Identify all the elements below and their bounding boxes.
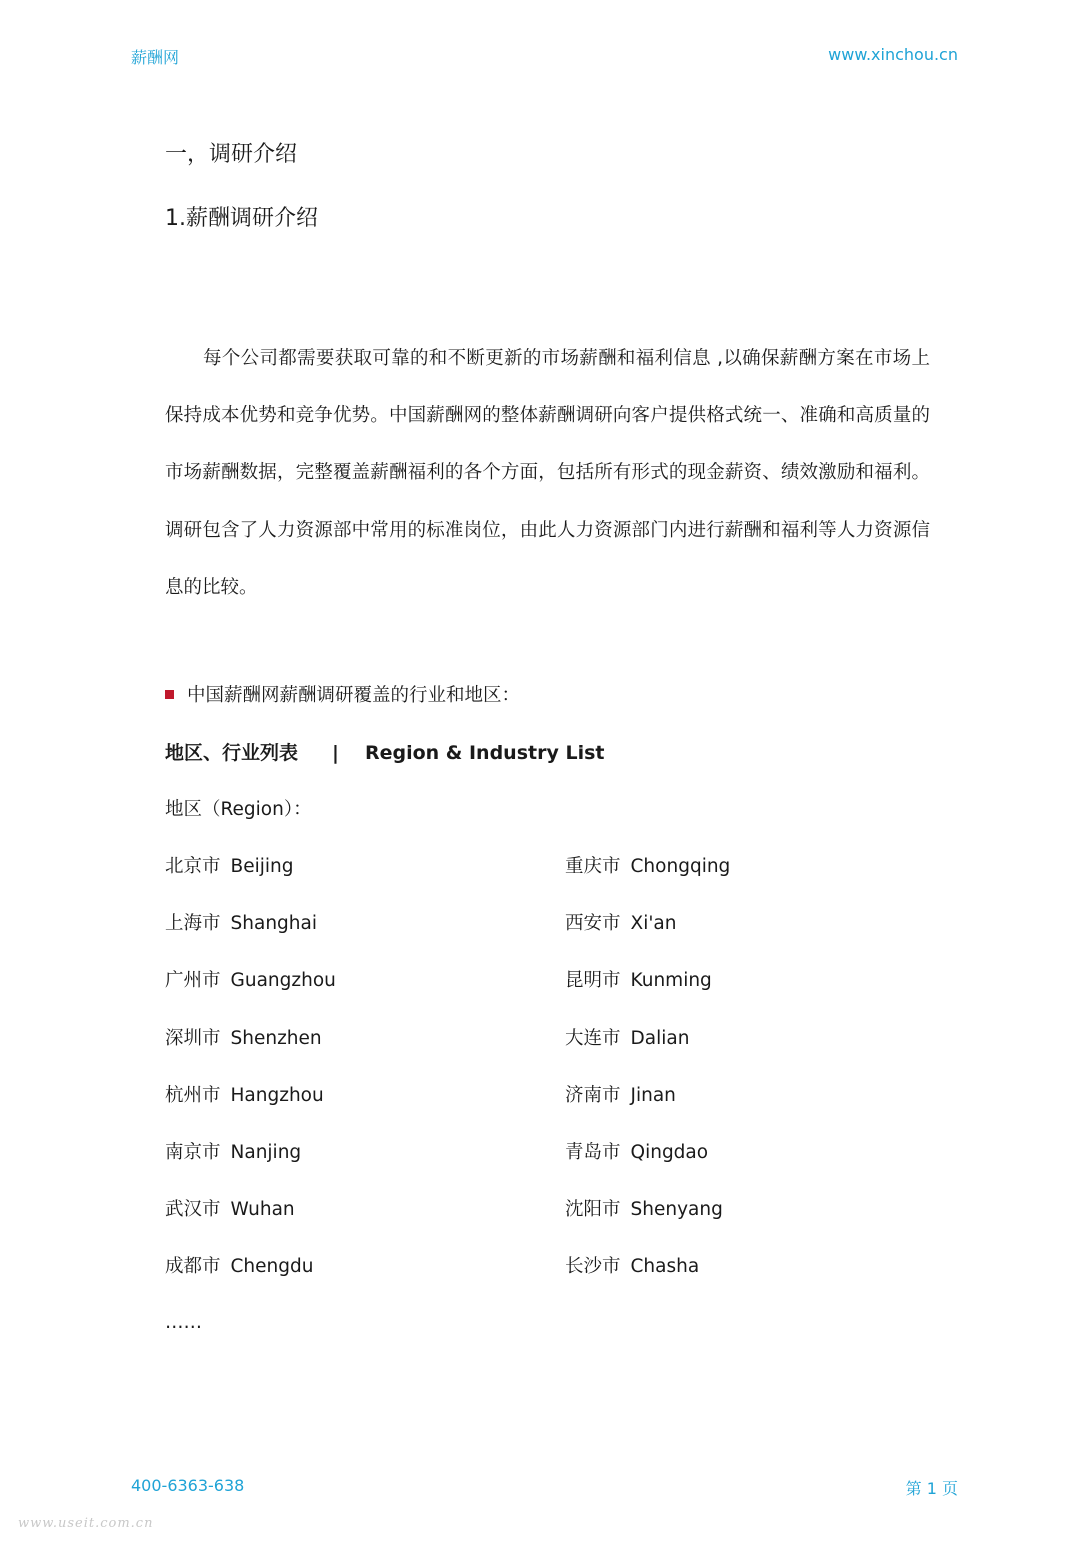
list-heading-zh: 地区、行业列表 [165,742,299,764]
region-name-en: Nanjing [230,1141,302,1163]
region-name-zh: 沈阳市 [565,1199,621,1221]
region-row [165,1252,930,1309]
region-name-en: Qingdao [630,1141,709,1163]
region-row [165,966,930,1023]
region-name-zh: 成都市 [165,1256,221,1278]
list-heading-en: Region & Industry List [364,742,605,764]
footer-phone: 400-6363-638 [131,1476,245,1495]
region-name-en: Hangzhou [230,1084,324,1106]
region-name-zh: 重庆市 [565,856,621,877]
region-item [565,1195,723,1221]
region-name-zh: 南京市 [165,1141,221,1163]
region-row [165,1024,930,1081]
region-row [165,909,930,966]
region-industry-heading [165,738,604,765]
region-item [165,1138,301,1164]
region-name-en: Wuhan [230,1199,295,1221]
region-name-en: Guangzhou [230,970,336,992]
site-url-link[interactable]: www.xinchou.cn [828,45,958,64]
region-item [565,966,712,992]
region-name-en: Jinan [630,1084,676,1106]
region-name-zh: 大连市 [565,1027,621,1049]
region-name-zh: 济南市 [565,1084,621,1106]
region-item [565,1081,676,1107]
site-name: 薪酬网 [131,48,180,67]
region-name-zh: 武汉市 [165,1199,221,1221]
region-name-zh: 长沙市 [565,1256,621,1278]
region-row [165,1195,930,1252]
page-number: 第 1 页 [905,1479,958,1498]
region-name-en: Beijing [230,856,294,877]
region-item [565,1024,689,1050]
region-name-en: Shenzhen [230,1027,322,1049]
region-name-zh: 深圳市 [165,1027,221,1049]
region-label: 地区（Region）： [165,799,312,820]
region-name-en: Shanghai [230,913,317,935]
watermark: www.useit.com.cn [18,1516,154,1531]
region-item [165,1024,322,1050]
coverage-bullet [165,681,520,707]
region-name-en: Shenyang [630,1199,723,1221]
region-name-en: Chongqing [630,856,731,877]
intro-paragraph: 每个公司都需要获取可靠的和不断更新的市场薪酬和福利信息 ,以确保薪酬方案在市场上保持成本优势和竞争优势。中国薪酬网的整体薪酬调研向客户提供格式统一、准确和高质量的市场薪酬数据，完整覆盖薪酬福利的各个方面，包括所有形式的现金薪资、绩效激励和福利。调研包含了人力资源部中常用的标准岗位，由此人力资源部门内进行薪酬和福利等人力资源信息的比较。 [165,348,930,598]
region-item [565,1138,708,1164]
sub-title: 1.薪酬调研介绍 [165,206,318,231]
region-row [165,852,930,909]
region-row [165,1081,930,1138]
region-name-en: Chengdu [230,1256,314,1278]
region-item [165,1252,313,1278]
region-name-en: Chasha [630,1256,700,1278]
region-name-en: Dalian [630,1027,690,1049]
region-name-zh: 西安市 [565,913,621,935]
region-name-zh: 青岛市 [565,1141,621,1163]
region-item [565,852,730,878]
region-item [165,1195,295,1221]
region-name-zh: 北京市 [165,856,221,877]
list-heading-separator: | [332,742,339,764]
region-name-zh: 昆明市 [565,970,621,992]
region-name-en: Xi'an [630,913,677,935]
region-item [165,966,336,992]
region-item [565,909,676,935]
region-name-zh: 上海市 [165,913,221,935]
section-title: 一，调研介绍 [165,142,298,167]
region-row [165,1138,930,1195]
region-item [165,1081,324,1107]
region-item [165,909,317,935]
region-list [165,852,930,1310]
region-item [165,852,293,878]
coverage-bullet-text: 中国薪酬网薪酬调研覆盖的行业和地区： [187,685,521,706]
ellipsis: …… [165,1312,202,1333]
region-name-zh: 杭州市 [165,1084,221,1106]
region-name-en: Kunming [630,970,712,992]
square-bullet-icon [165,690,174,699]
region-name-zh: 广州市 [165,970,221,992]
region-item [565,1252,699,1278]
